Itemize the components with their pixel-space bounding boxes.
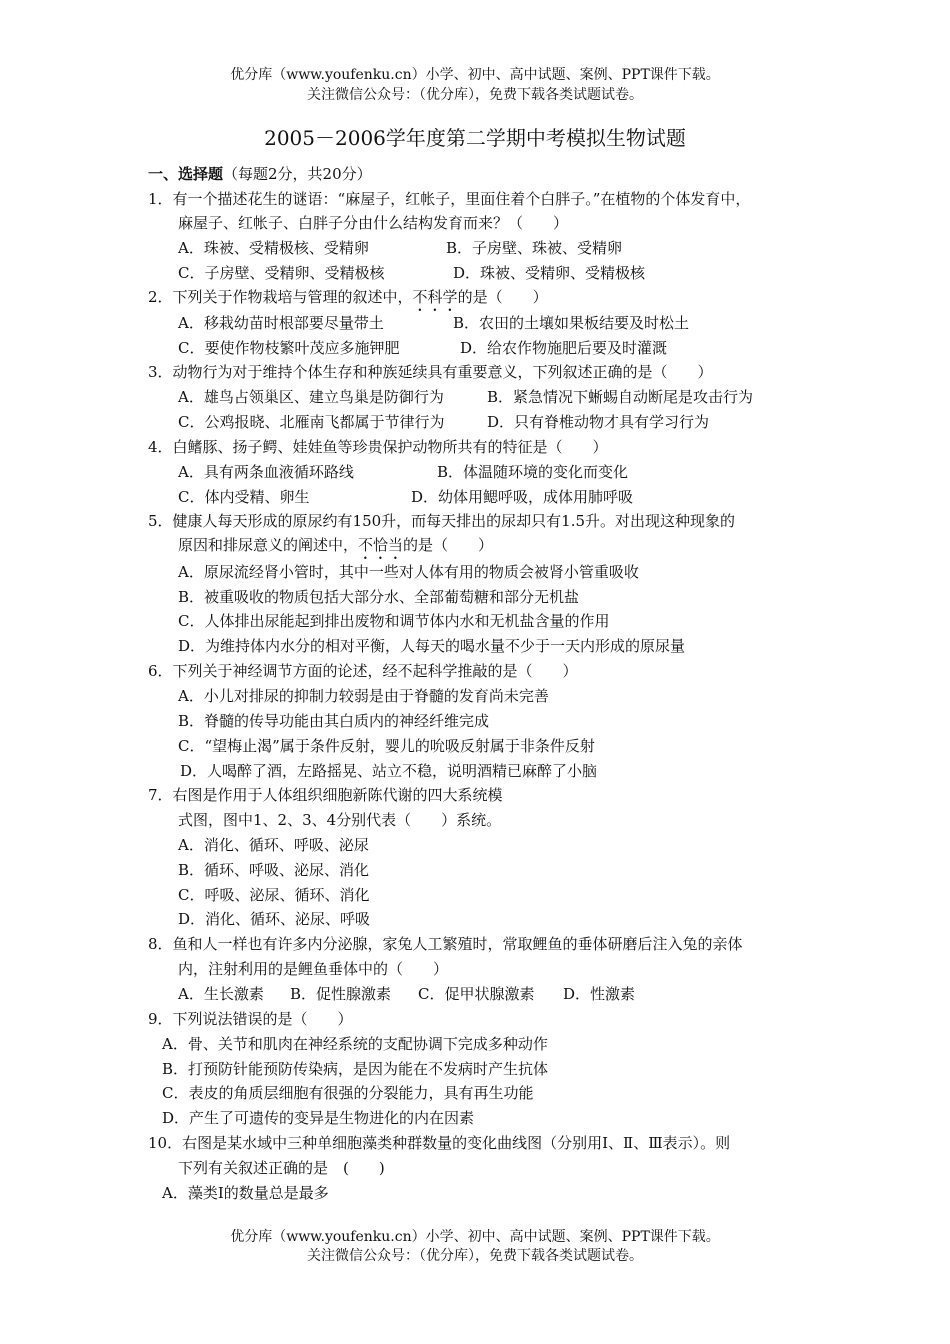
q10-stem-line2: 下列有关叙述正确的是 ( ) xyxy=(178,1159,385,1177)
q5-option-b: B．被重吸收的物质包括大部分水、全部葡萄糖和部分无机盐 xyxy=(178,588,580,606)
q6-stem: 6．下列关于神经调节方面的论述，经不起科学推敲的是（ ） xyxy=(148,662,578,680)
q8-stem-line2: 内，注射利用的是鲤鱼垂体中的（ ） xyxy=(178,960,449,978)
q1-option-b: B．子房壁、珠被、受精卵 xyxy=(446,239,623,257)
q2-stem-post: 的是（ ） xyxy=(457,288,548,306)
footer-line-1: 优分库（www.youfenku.cn）小学、初中、高中试题、案例、PPT课件下载。 xyxy=(230,1229,720,1245)
q5-option-d: D．为维持体内水分的相对平衡，人每天的喝水量不少于一天内形成的原尿量 xyxy=(178,637,686,655)
q3-option-d: D．只有脊椎动物才具有学习行为 xyxy=(487,413,710,431)
q2-stem-pre: 2．下列关于作物栽培与管理的叙述中， xyxy=(148,288,413,306)
q1-option-c: C．子房壁、受精卵、受精极核 xyxy=(178,264,385,282)
q9-option-a: A．骨、关节和肌肉在神经系统的支配协调下完成多种动作 xyxy=(162,1035,548,1053)
q9-option-c: C．表皮的角质层细胞有很强的分裂能力，具有再生功能 xyxy=(162,1084,534,1102)
q8-option-b: B．促性腺激素 xyxy=(290,985,392,1003)
q1-stem-line1: 1．有一个描述花生的谜语：“麻屋子，红帐子，里面住着个白胖子。”在植物的个体发育中， xyxy=(148,190,751,208)
q4-option-d: D．幼体用鳃呼吸，成体用肺呼吸 xyxy=(411,488,634,506)
q5-stem-line1: 5．健康人每天形成的原尿约有150升，而每天排出的尿却只有1.5升。对出现这种现象的 xyxy=(148,512,736,530)
q7-option-c: C．呼吸、泌尿、循环、消化 xyxy=(178,886,370,904)
header-line-1: 优分库（www.youfenku.cn）小学、初中、高中试题、案例、PPT课件下载。 xyxy=(230,67,720,83)
q2-stem xyxy=(148,287,548,315)
q2-stem-emphasis: 不科学 xyxy=(412,288,458,306)
q4-stem: 4．白鳍豚、扬子鳄、娃娃鱼等珍贵保护动物所共有的特征是（ ） xyxy=(148,438,608,456)
q7-option-b: B．循环、呼吸、泌尿、消化 xyxy=(178,861,370,879)
q7-stem-line2: 式图，图中1、2、3、4分别代表（ ）系统。 xyxy=(178,811,502,829)
section-note: （每题2分，共20分） xyxy=(223,165,372,183)
q10-stem-line1: 10．右图是某水域中三种单细胞藻类种群数量的变化曲线图（分别用Ⅰ、Ⅱ、Ⅲ表示）。则 xyxy=(148,1134,731,1152)
q5-stem-line2 xyxy=(178,535,493,563)
q4-option-b: B．体温随环境的变化而变化 xyxy=(437,463,629,481)
q9-option-d: D．产生了可遗传的变异是生物进化的内在因素 xyxy=(162,1109,475,1127)
q8-stem-line1: 8．鱼和人一样也有许多内分泌腺，家兔人工繁殖时，常取鲤鱼的垂体研磨后注入兔的亲体 xyxy=(148,935,743,953)
q6-option-a: A．小儿对排尿的抑制力较弱是由于脊髓的发育尚未完善 xyxy=(178,687,549,705)
q5-option-c: C．人体排出尿能起到排出废物和调节体内水和无机盐含量的作用 xyxy=(178,612,610,630)
q6-option-c: C．“望梅止渴”属于条件反射，婴儿的吮吸反射属于非条件反射 xyxy=(178,737,595,755)
q4-option-a: A．具有两条血液循环路线 xyxy=(178,463,354,481)
q5-option-a: A．原尿流经肾小管时，其中一些对人体有用的物质会被肾小管重吸收 xyxy=(178,563,639,581)
q7-option-a: A．消化、循环、呼吸、泌尿 xyxy=(178,836,369,854)
q5-stem-pre: 原因和排尿意义的阐述中， xyxy=(178,536,359,554)
page-title: 2005－2006学年度第二学期中考模拟生物试题 xyxy=(264,126,686,150)
q4-option-c: C．体内受精、卵生 xyxy=(178,488,310,506)
q5-stem-emphasis: 不恰当 xyxy=(358,536,404,554)
q2-option-d: D．给农作物施肥后要及时灌溉 xyxy=(460,339,668,357)
section-label: 一、选择题 xyxy=(148,165,224,183)
header-line-2: 关注微信公众号：（优分库），免费下载各类试题试卷。 xyxy=(307,87,643,103)
footer-line-2: 关注微信公众号：（优分库），免费下载各类试题试卷。 xyxy=(307,1248,643,1264)
q8-option-d: D．性激素 xyxy=(563,985,636,1003)
q1-stem-line2: 麻屋子、红帐子、白胖子分由什么结构发育而来？（ ） xyxy=(178,214,569,232)
q3-option-c: C．公鸡报晓、北雁南飞都属于节律行为 xyxy=(178,413,445,431)
q3-stem: 3．动物行为对于维持个体生存和种族延续具有重要意义，下列叙述正确的是（ ） xyxy=(148,363,713,381)
q1-option-a: A．珠被、受精极核、受精卵 xyxy=(178,239,369,257)
q3-option-a: A．雄鸟占领巢区、建立鸟巢是防御行为 xyxy=(178,388,444,406)
q3-option-b: B．紧急情况下蜥蜴自动断尾是攻击行为 xyxy=(487,388,754,406)
q2-option-a: A．移栽幼苗时根部要尽量带土 xyxy=(178,314,384,332)
q7-stem-line1: 7．右图是作用于人体组织细胞新陈代谢的四大系统模 xyxy=(148,786,503,804)
q10-option-a: A．藻类Ⅰ的数量总是最多 xyxy=(162,1184,329,1202)
q1-option-d: D．珠被、受精卵、受精极核 xyxy=(453,264,646,282)
q9-stem: 9．下列说法错误的是（ ） xyxy=(148,1010,353,1028)
q9-option-b: B．打预防针能预防传染病，是因为能在不发病时产生抗体 xyxy=(162,1060,549,1078)
q7-option-d: D．消化、循环、泌尿、呼吸 xyxy=(178,910,371,928)
q6-option-d: D．人喝醉了酒，左路摇晃、站立不稳，说明酒精已麻醉了小脑 xyxy=(180,762,598,780)
q2-option-b: B．农田的土壤如果板结要及时松土 xyxy=(453,314,690,332)
q5-stem-post: 的是（ ） xyxy=(403,536,494,554)
q8-option-a: A．生长激素 xyxy=(178,985,264,1003)
q2-option-c: C．要使作物枝繁叶茂应多施钾肥 xyxy=(178,339,400,357)
q6-option-b: B．脊髓的传导功能由其白质内的神经纤维完成 xyxy=(178,712,490,730)
q8-option-c: C．促甲状腺激素 xyxy=(418,985,535,1003)
section-heading xyxy=(148,164,372,184)
